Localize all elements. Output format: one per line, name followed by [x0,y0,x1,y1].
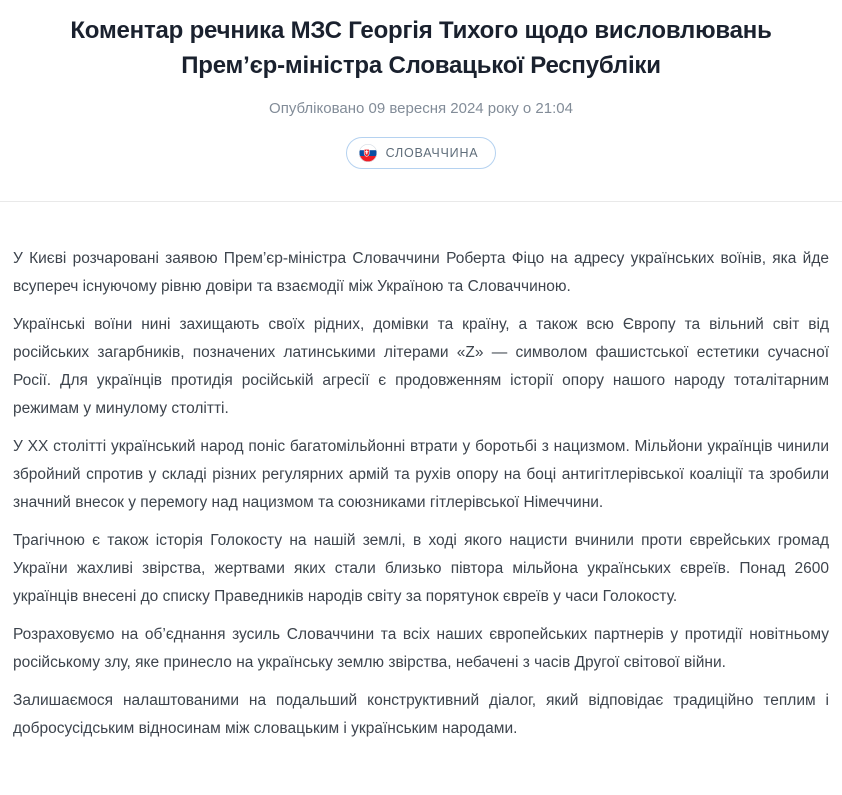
article-header [0,0,842,169]
tag-row [0,137,842,169]
tag-badge-slovakia[interactable] [346,137,497,169]
article-body [0,202,842,743]
paragraph: У Києві розчаровані заявою Прем’єр-міністра Словаччини Роберта Фіцо на адресу українських воїнів, яка йде всупереч існуючому рівню довіри та взаємодії між Україною та Словаччиною. [13,250,829,295]
published-date: Опубліковано 09 вересня 2024 року о 21:04 [269,100,573,117]
paragraph: Українські воїни нині захищають своїх рідних, домівки та країну, а також всю Європу та вільний світ від російських загарбників, позначених латинськими літерами «Z» — символом фашистської естетики сучасної Росії. Для українців протидія російській агресії є продовженням історії опору нашого народу тоталітарним режимам у минулому столітті. [13,316,829,417]
paragraph: Розраховуємо на об’єднання зусиль Словаччини та всіх наших європейських партнерів у протидії новітньому російському злу, яке принесло на українську землю звірства, небачені з часів Другої світової війни. [13,626,829,671]
slovakia-flag-icon [359,144,377,162]
page-title: Коментар речника МЗС Георгія Тихого щодо висловлювань Прем’єр-міністра Словацької Республіки [70,17,772,79]
paragraph: Трагічною є також історія Голокосту на нашій землі, в ході якого нацисти вчинили проти єврейських громад України жахливі звірства, жертвами яких стали близько півтора мільйона українських євреїв. Понад 2600 українців внесені до списку Праведників народів світу за порятунок євреїв у часи Голокосту. [13,532,829,605]
paragraph: Залишаємося налаштованими на подальший конструктивний діалог, який відповідає традиційно теплим і добросусідським відносинам між словацьким і українським народами. [13,692,829,737]
tag-label: СЛОВАЧЧИНА [385,146,479,160]
paragraph: У ХХ столітті український народ поніс багатомільйонні втрати у боротьбі з нацизмом. Мільйони українців чинили збройний спротив у складі різних регулярних армій та рухів опору на боці антигітлерівської коаліції та зробили значний внесок у перемогу над нацизмом та союзниками гітлерівської Німеччини. [13,438,829,511]
